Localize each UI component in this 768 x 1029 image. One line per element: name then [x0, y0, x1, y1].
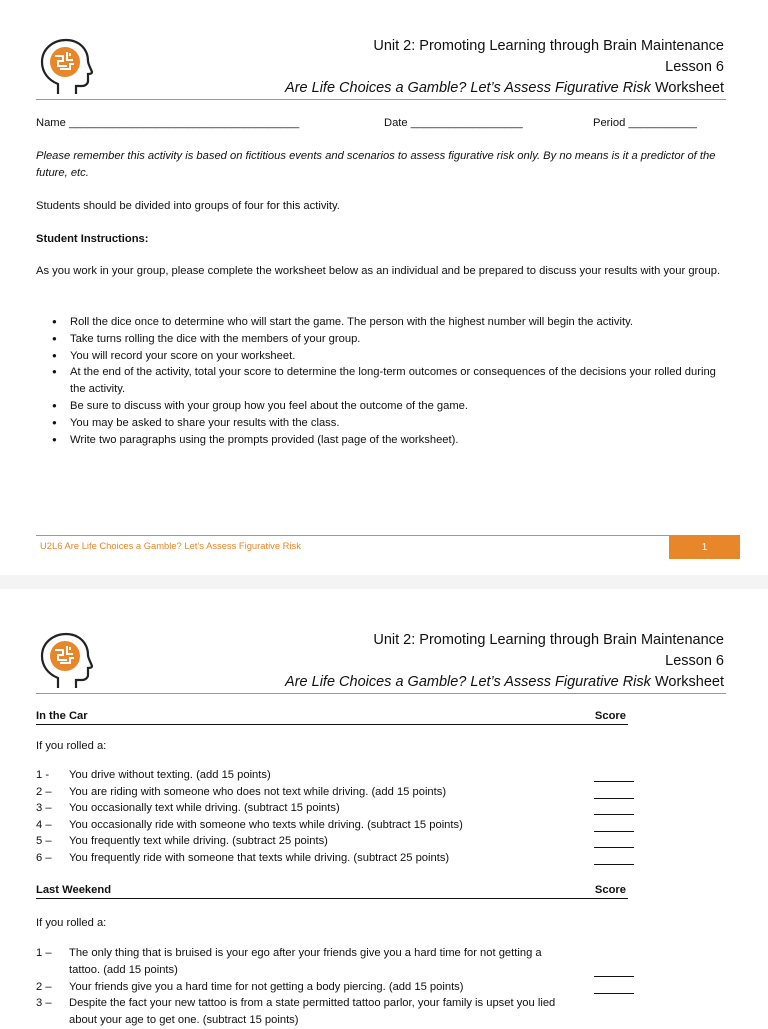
- worksheet-page-2: [0, 585, 768, 1024]
- worksheet-title: [285, 78, 724, 99]
- instructions-intro: As you work in your group, please complete the worksheet below as an individual and be prepared to discuss your results with your group.: [36, 265, 721, 277]
- brain-head-logo-icon: [36, 36, 94, 96]
- score-blank[interactable]: [594, 835, 634, 848]
- score-label: Score: [594, 710, 626, 722]
- roll-outcome: You are riding with someone who does not text while driving. (add 15 points): [69, 786, 447, 798]
- footer-text: U2L6 Are Life Choices a Gamble? Let’s Assess Figurative Risk: [40, 540, 301, 551]
- list-item: ● Roll the dice once to determine who will start the game. The person with the highest number will begin the activity.: [36, 314, 726, 331]
- header: [285, 630, 724, 693]
- roll-number: 6 –: [36, 852, 52, 864]
- instructions-heading: Student Instructions:: [36, 233, 149, 245]
- roll-outcome: You frequently text while driving. (subtract 25 points): [69, 835, 328, 847]
- period-line[interactable]: ___________: [628, 117, 697, 129]
- period-label: Period: [593, 117, 626, 129]
- section-title: Last Weekend: [36, 884, 112, 896]
- section-header-last-weekend: [36, 884, 628, 899]
- unit-title: Unit 2: Promoting Learning through Brain Maintenance: [373, 38, 724, 54]
- roll-number: 2 –: [36, 981, 52, 993]
- score-label: Score: [594, 884, 626, 896]
- roll-prompt: If you rolled a:: [36, 740, 107, 752]
- score-blank[interactable]: [594, 802, 634, 815]
- list-item: ● Be sure to discuss with your group how you feel about the outcome of the game.: [36, 398, 726, 415]
- roll-number: 5 –: [36, 835, 52, 847]
- header: [285, 36, 724, 99]
- brain-head-logo-icon: [36, 630, 94, 690]
- roll-outcome: You drive without texting. (add 15 points): [69, 769, 271, 781]
- score-blank[interactable]: [594, 819, 634, 832]
- roll-number: 1 -: [36, 769, 50, 781]
- list-item: ● You may be asked to share your results with the class.: [36, 415, 726, 432]
- roll-number: 4 –: [36, 819, 52, 831]
- list-item: ● Write two paragraphs using the prompts provided (last page of the worksheet).: [36, 432, 726, 449]
- header-rule: [36, 693, 726, 694]
- roll-outcome: You occasionally text while driving. (subtract 15 points): [69, 802, 340, 814]
- lesson-number: Lesson 6: [665, 653, 724, 669]
- footer-rule: [36, 535, 740, 536]
- score-blank[interactable]: [594, 964, 634, 977]
- score-blank[interactable]: [594, 981, 634, 994]
- worksheet-title: [285, 672, 724, 693]
- lesson-number: Lesson 6: [665, 59, 724, 75]
- roll-number: 3 –: [36, 802, 52, 814]
- score-blank[interactable]: [594, 852, 634, 865]
- page-number: 1: [669, 536, 740, 559]
- roll-outcome: The only thing that is bruised is your ego after your friends give you a hard time for not getting a tattoo. (add 15 points): [69, 947, 542, 976]
- name-line[interactable]: _____________________________________: [68, 117, 300, 129]
- list-item: ● At the end of the activity, total your score to determine the long-term outcomes or consequences of the decisions your rolled during the activity.: [36, 364, 726, 398]
- roll-outcome: Your friends give you a hard time for not getting a body piercing. (add 15 points): [69, 981, 464, 993]
- period-field[interactable]: [593, 115, 697, 132]
- worksheet-title-italic: Are Life Choices a Gamble? Let’s Assess Figurative Risk: [285, 674, 651, 690]
- date-line[interactable]: __________________: [410, 117, 523, 129]
- worksheet-title-plain: Worksheet: [654, 80, 724, 96]
- unit-title: Unit 2: Promoting Learning through Brain Maintenance: [373, 632, 724, 648]
- roll-prompt: If you rolled a:: [36, 917, 107, 929]
- worksheet-title-italic: Are Life Choices a Gamble? Let’s Assess Figurative Risk: [285, 80, 651, 96]
- list-item: ● Take turns rolling the dice with the members of your group.: [36, 331, 726, 348]
- list-item: ● You will record your score on your worksheet.: [36, 348, 726, 365]
- name-field[interactable]: [36, 115, 299, 132]
- instructions-list: [36, 314, 726, 448]
- disclaimer: Please remember this activity is based on fictitious events and scenarios to assess figurative risk only. By no means is it a predictor of the future, etc.: [36, 150, 716, 179]
- roll-outcome: You occasionally ride with someone who texts while driving. (subtract 15 points): [69, 819, 463, 831]
- roll-outcome: You frequently ride with someone that texts while driving. (subtract 25 points): [69, 852, 450, 864]
- date-field[interactable]: [384, 115, 523, 132]
- roll-number: 1 –: [36, 947, 52, 959]
- name-label: Name: [36, 117, 66, 129]
- groups-note: Students should be divided into groups of four for this activity.: [36, 200, 340, 212]
- roll-number: 2 –: [36, 786, 52, 798]
- roll-number: 3 –: [36, 997, 52, 1009]
- header-rule: [36, 99, 726, 100]
- date-label: Date: [384, 117, 408, 129]
- worksheet-title-plain: Worksheet: [654, 674, 724, 690]
- score-blank[interactable]: [594, 786, 634, 799]
- roll-outcome: Despite the fact your new tattoo is from a state permitted tattoo parlor, your family is upset you lied about your age to get one. (subtract 15 points): [69, 997, 556, 1026]
- score-blank[interactable]: [594, 769, 634, 782]
- section-title: In the Car: [36, 710, 88, 722]
- section-header-in-the-car: [36, 710, 628, 725]
